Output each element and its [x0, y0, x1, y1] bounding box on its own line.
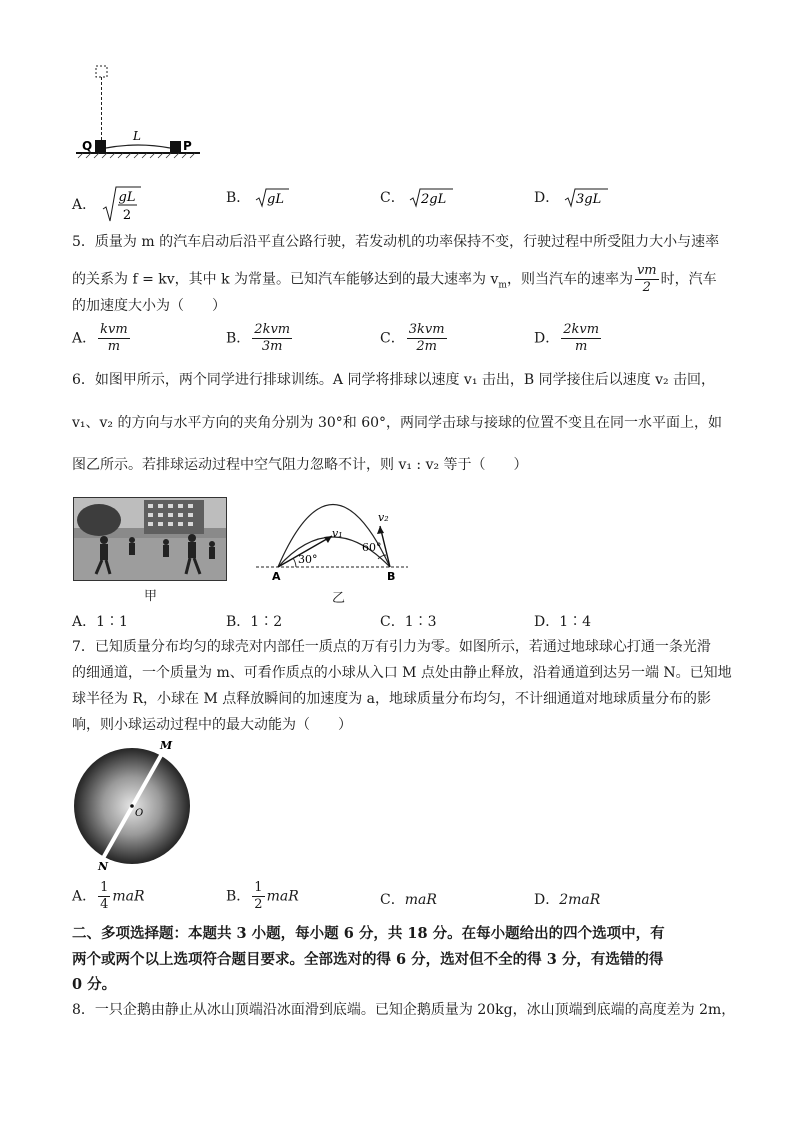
q6-option-b[interactable]: B．1∶2 — [226, 614, 283, 630]
q6-line-2: v₁、v₂ 的方向与水平方向的夹角分别为 30°和 60°，两同学击球与接球的位置不变且在同一水平面上，如 — [72, 415, 723, 431]
q7-option-c[interactable]: C．maR — [380, 892, 437, 908]
arrowhead-icon — [377, 526, 384, 534]
q7-label-n: N — [98, 860, 109, 870]
q4-dashed-box — [96, 66, 107, 77]
q6-option-a[interactable]: A．1∶1 — [72, 614, 128, 630]
q7-line-1: 7．已知质量分布均匀的球壳对内部任一质点的万有引力为零。如图所示，若通过地球球心打通一条光滑 — [72, 639, 711, 655]
q5-line-1: 5．质量为 m 的汽车启动后沿平直公路行驶，若发动机的功率保持不变，行驶过程中所受阻力大小与速率 — [72, 234, 720, 250]
svg-text:gL: gL — [266, 192, 284, 207]
q4-option-a[interactable]: A． gL 2 — [72, 185, 141, 225]
sqrt-sign-icon — [101, 185, 141, 225]
section2-line-3: 0 分。 — [72, 976, 117, 993]
q6-label-a: A — [272, 570, 281, 583]
q5-option-d[interactable]: D． $\frac{\text{2kvm}}{m}$ — [534, 322, 600, 354]
svg-text:gL: gL — [118, 190, 136, 205]
q5-line-2: 的关系为 f = kv，其中 k 为常量。已知汽车能够达到的最大速率为 $v_m$，则当汽车的速率为 $\frac{vm}{2}$ 时，汽车 — [72, 263, 717, 295]
q4-option-c[interactable]: C． 2gL — [380, 188, 453, 208]
q5-line-3: 的加速度大小为（ ） — [72, 298, 226, 314]
q4-option-b[interactable]: B． gL — [226, 188, 289, 208]
q4-rope — [106, 145, 170, 148]
q4-label-q: Q — [82, 139, 93, 153]
q6-angle-arc-30 — [293, 558, 296, 567]
q4-block-p — [170, 141, 181, 152]
q7-label-o: O — [135, 808, 144, 819]
q7-line-3: 球半径为 R，小球在 M 点释放瞬间的加速度为 a，地球质量分布均匀，不计细通道对地球质量分布的影 — [72, 691, 712, 707]
q7-option-b[interactable]: B． $\frac{1}{2}$ maR — [226, 880, 299, 912]
q6-option-d[interactable]: D．1∶4 — [534, 614, 592, 630]
q7-label-m: M — [160, 739, 173, 752]
svg-text:2gL: 2gL — [421, 192, 447, 207]
q6-label-60: 60° — [362, 541, 382, 554]
q4-block-q — [95, 140, 106, 152]
q6-line-1: 6．如图甲所示，两个同学进行排球训练。A 同学将排球以速度 v₁ 击出，B 同学接住后以速度 v₂ 击回， — [72, 372, 716, 388]
q7-option-d[interactable]: D．2maR — [534, 892, 601, 908]
svg-text:2: 2 — [122, 208, 131, 223]
q6-photo — [73, 497, 227, 581]
q7-line-4: 响，则小球运动过程中的最大动能为（ ） — [72, 717, 352, 733]
q6-option-c[interactable]: C．1∶3 — [380, 614, 437, 630]
q6-fig-a-caption: 甲 — [144, 589, 158, 604]
q7-center-dot — [130, 804, 134, 808]
section2-line-2: 两个或两个以上选项符合题目要求。全部选对的得 6 分，选对但不全的得 3 分，有选错的得 — [72, 951, 664, 968]
q7-earth-diagram — [68, 738, 198, 870]
q4-label-p: P — [183, 139, 192, 153]
q6-label-b: B — [387, 570, 396, 583]
q4-option-d[interactable]: D． 3gL — [534, 188, 608, 208]
q6-line-3: 图乙所示。若排球运动过程中空气阻力忽略不计，则 v₁ : v₂ 等于（ ） — [72, 457, 528, 473]
q7-line-2: 的细通道，一个质量为 m、可看作质点的小球从入口 M 点处由静止释放，沿着通道到达另一端 N。已知地 — [72, 665, 732, 681]
q6-label-v2: v₂ — [378, 511, 389, 524]
section2-line-1: 二、多项选择题：本题共 3 小题，每小题 6 分，共 18 分。在每小题给出的四个选项中，有 — [72, 925, 665, 942]
sqrt-sign-icon — [409, 188, 453, 208]
q6-label-30: 30° — [298, 553, 318, 566]
q7-option-a[interactable]: A． $\frac{1}{4}$ maR — [72, 880, 145, 912]
q5-option-b[interactable]: B． $\frac{\text{2kvm}}{3m}$ — [226, 322, 291, 354]
q6-label-v1: v₁ — [332, 527, 343, 540]
q5-option-c[interactable]: C． $\frac{\text{3kvm}}{2m}$ — [380, 322, 445, 354]
q4-label-l: L — [133, 129, 141, 143]
q6-fig-b-caption: 乙 — [332, 591, 346, 606]
sqrt-sign-icon — [255, 188, 289, 208]
q4-figure — [72, 62, 207, 160]
svg-text:3gL: 3gL — [575, 192, 601, 207]
q8-line-1: 8．一只企鹅由静止从冰山顶端沿冰面滑到底端。已知企鹅质量为 20kg，冰山顶端到底端的高度差为 2m， — [72, 1002, 736, 1018]
q5-option-a[interactable]: A． $\frac{\text{kvm}}{m}$ — [72, 322, 128, 354]
sqrt-sign-icon — [564, 188, 608, 208]
